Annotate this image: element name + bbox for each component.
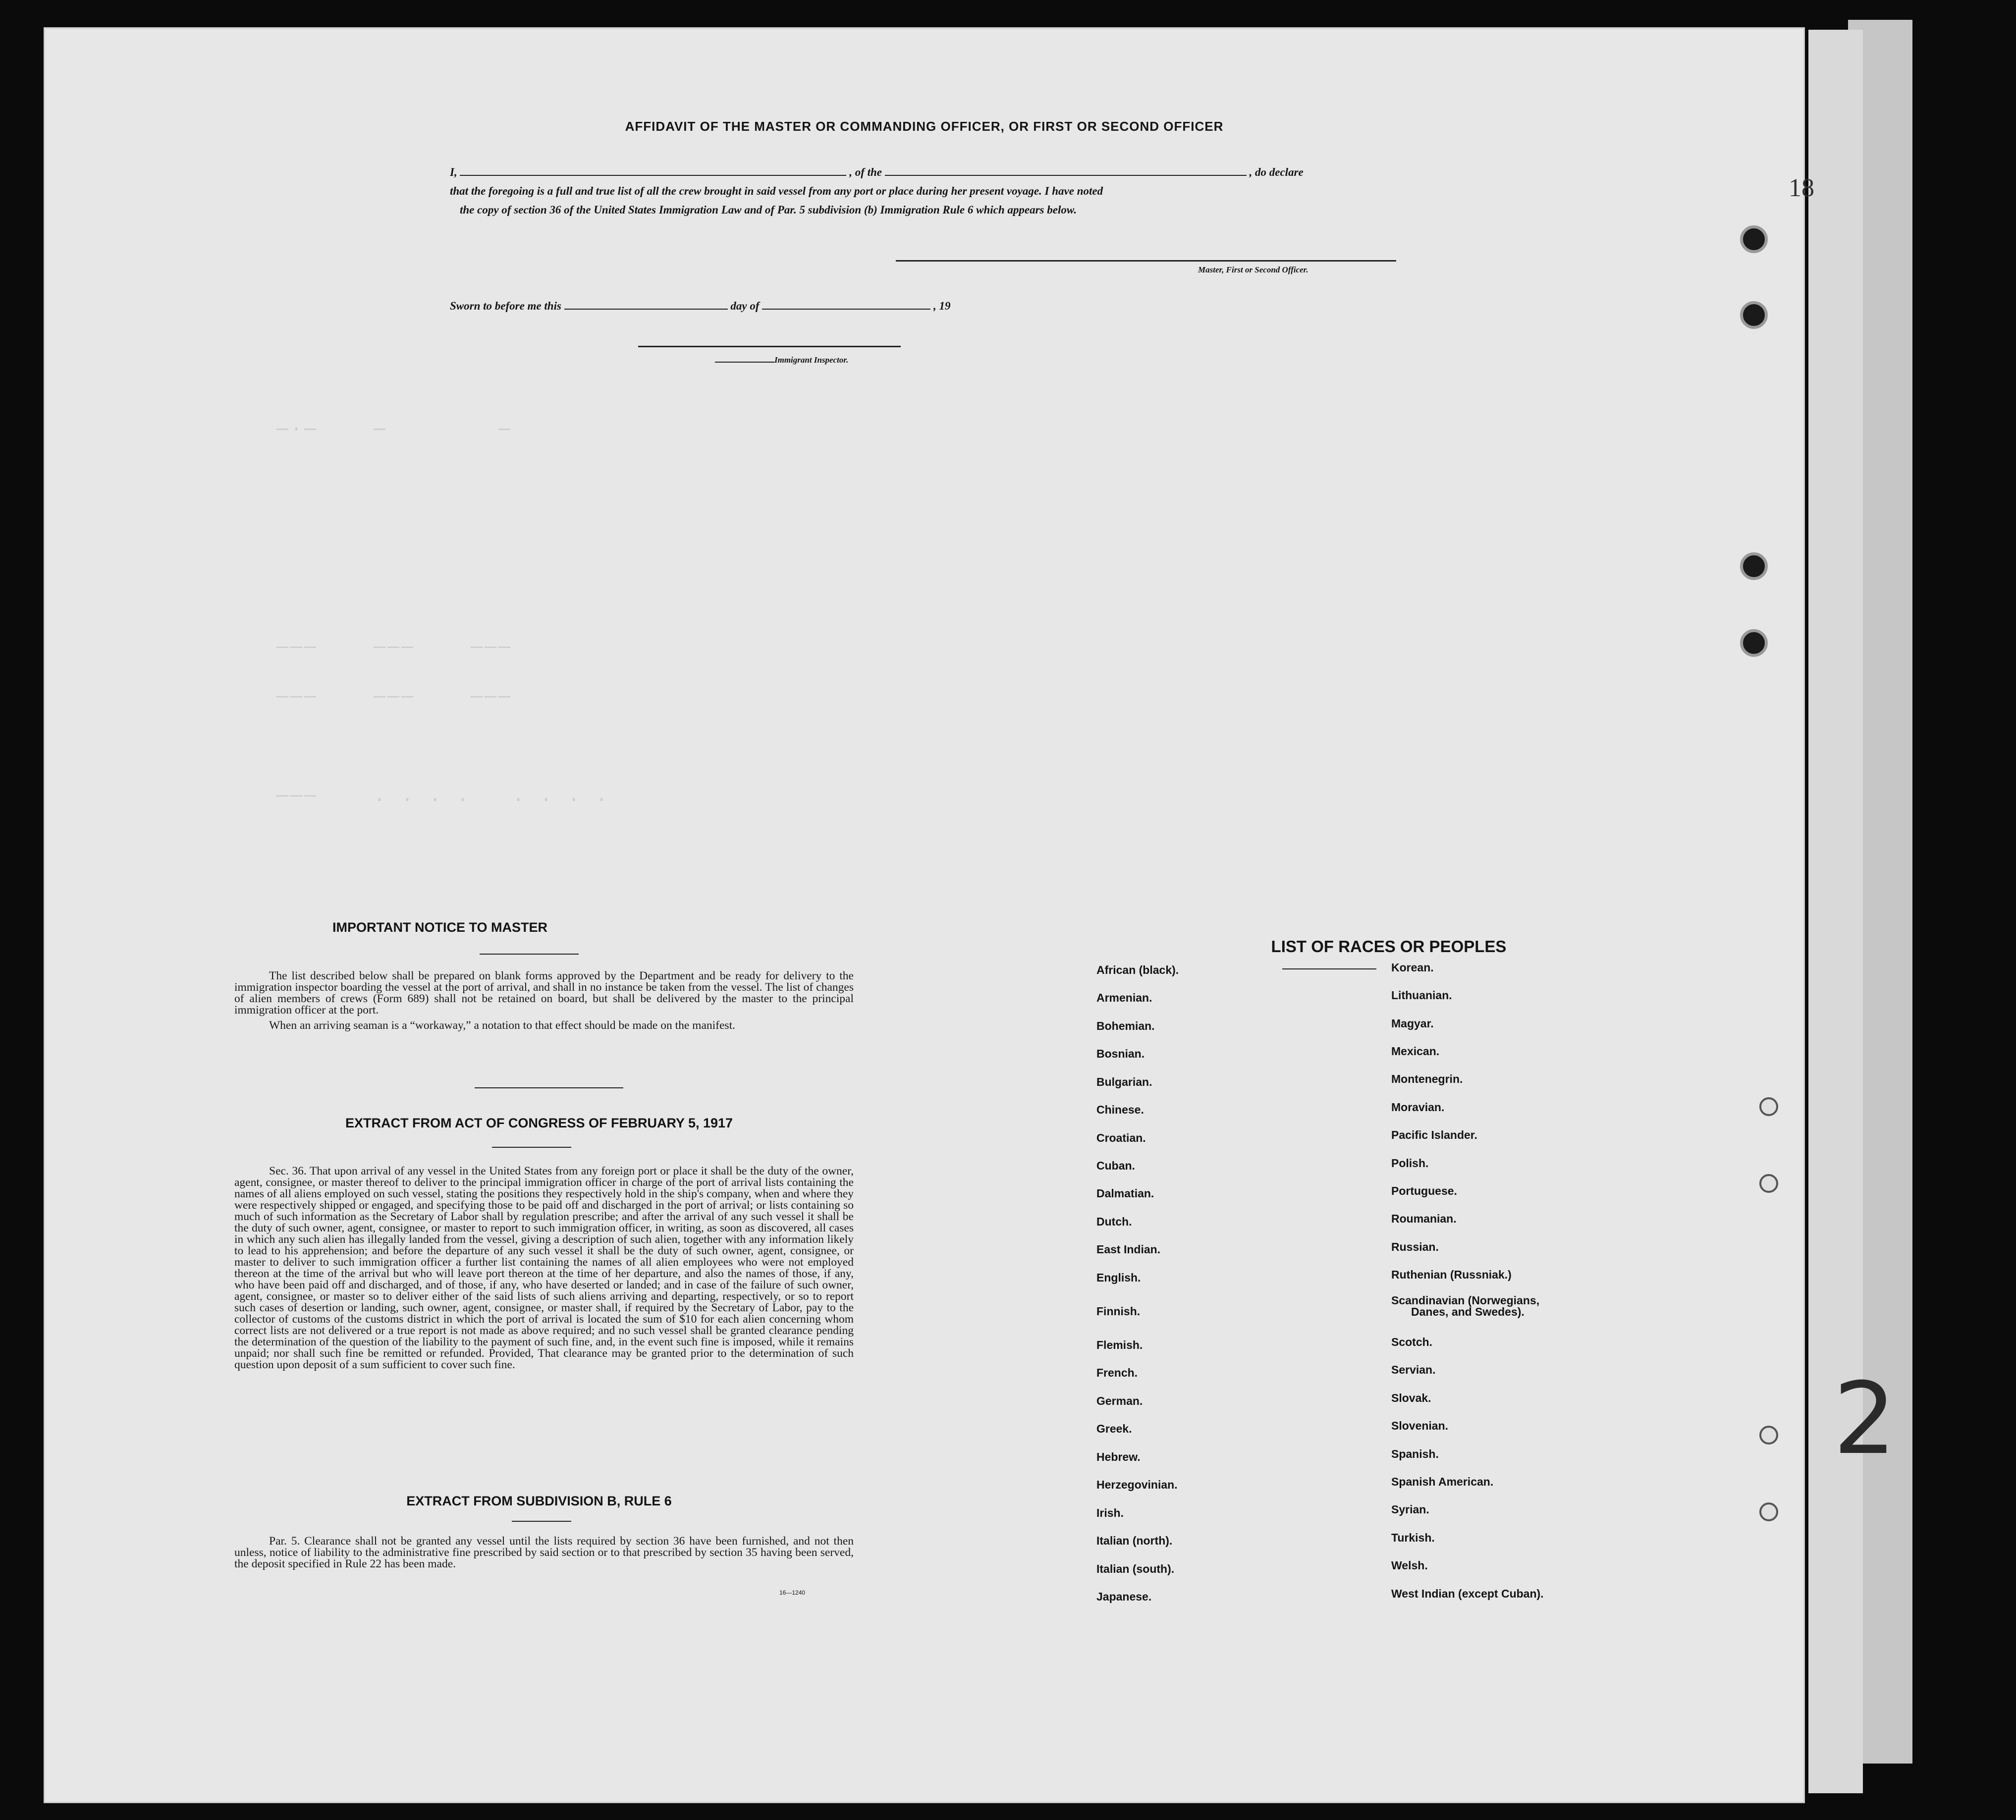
race-right: Welsh.	[1391, 1559, 1428, 1572]
notice-divider	[475, 1087, 623, 1088]
race-right: Turkish.	[1391, 1531, 1435, 1544]
binder-hole	[1759, 1426, 1778, 1445]
master-signature-caption: Master, First or Second Officer.	[1198, 265, 1308, 274]
race-right: Portuguese.	[1391, 1184, 1457, 1197]
race-left: Italian (north).	[1096, 1534, 1173, 1547]
notice-paragraph-2: When an arriving seaman is a “workaway,” a notation to that effect should be made on the manifest.	[269, 1019, 735, 1032]
back-sheet-edge	[1808, 30, 1863, 1793]
binder-hole	[1740, 552, 1768, 580]
race-right: Lithuanian.	[1391, 989, 1452, 1002]
sworn-year: , 19	[933, 300, 951, 312]
race-left: English.	[1096, 1271, 1141, 1284]
race-right: West Indian (except Cuban).	[1391, 1587, 1544, 1600]
pencil-mark: 2	[1833, 1361, 1897, 1477]
affidavit-of-the: , of the	[849, 166, 882, 178]
race-left: Chinese.	[1096, 1103, 1144, 1116]
extract-rule-underline	[512, 1521, 571, 1522]
sworn-day: day of	[730, 300, 760, 312]
race-left: East Indian.	[1096, 1243, 1161, 1256]
binder-hole	[1740, 629, 1768, 657]
race-right: Scandinavian (Norwegians,	[1391, 1294, 1540, 1307]
extract-rule-paragraph: Par. 5. Clearance shall not be granted any vessel until the lists required by section 36 have been furnished, and not then unless, notice of liability to the administrative fine prescribed by said section or to that prescribed by section 35 having been served, the deposit specified in Rule 22 has been made.	[234, 1535, 854, 1570]
affidavit-title: AFFIDAVIT OF THE MASTER OR COMMANDING OFFICER, OR FIRST OR SECOND OFFICER	[625, 119, 1224, 134]
race-right: Ruthenian (Russniak.)	[1391, 1268, 1512, 1281]
race-left: Hebrew.	[1096, 1450, 1141, 1463]
race-left: Herzegovinian.	[1096, 1478, 1178, 1491]
binder-hole	[1740, 301, 1768, 329]
race-right: Syrian.	[1391, 1503, 1429, 1516]
race-left: Irish.	[1096, 1506, 1124, 1519]
race-right: Magyar.	[1391, 1017, 1434, 1030]
notice-text	[234, 970, 854, 1031]
race-right: Servian.	[1391, 1363, 1436, 1376]
extract-act-paragraph: Sec. 36. That upon arrival of any vessel in the United States from any foreign port or place it shall be the duty of the owner, agent, consignee, or master thereof to deliver to the principal immigration officer in charge of the port of arrival lists containing the names of all aliens employed on such vessel, stating the positions they respectively hold in the ship's company, when and where they were respectively shipped or engaged, and specifying those to be paid off and discharged in the port of arrival; or lists containing so much of such information as the Secretary of Labor shall by regulation prescribe; and after the arrival of any such vessel it shall be the duty of such owner, agent, consignee, or master to report to such immigration officer, in writing, as soon as discovered, all cases in which any such alien has illegally landed from the vessel, giving a description of such alien, together with any information likely to lead to his apprehension; and before the departure of any such vessel it shall be the duty of such owner, agent, consignee, or master to deliver to such immigration officer a further list containing the names of all alien employees who were not employed thereon at the time of the arrival but who will leave port thereon at the time of her departure, and also the names of those, if any, who have been paid off and discharged, and of those, if any, who have deserted or landed; and in case of the failure of such owner, agent, consignee, or master so to deliver either of the said lists of such aliens arriving and departing, respectively, or so to report such cases of desertion or landing, such owner, agent, consignee, or master shall, if required by the Secretary of Labor, pay to the collector of customs of the customs district in which the port of arrival is located the sum of $10 for each alien concerning whom correct lists are not delivered or a true report is not made as above required; and no such vessel shall be granted clearance pending the determination of the question of the liability to the payment of such fine, and, in the event such fine is imposed, while it remains unpaid; nor shall such fine be remitted or refunded. Provided, That clearance may be granted prior to the determination of such question upon deposit of a sum sufficient to cover such fine.	[234, 1165, 854, 1371]
inspector-signature-line	[638, 346, 901, 347]
affidavit-line-1	[450, 166, 1431, 179]
binder-hole	[1759, 1502, 1778, 1521]
form-number: 16—1240	[779, 1589, 806, 1596]
race-left: French.	[1096, 1366, 1138, 1379]
inspector-signature-caption	[715, 355, 848, 365]
affidavit-i: I,	[450, 166, 457, 178]
race-left: Cuban.	[1096, 1159, 1135, 1172]
bleed-through-text: —·— — —	[276, 419, 513, 441]
race-left: Dalmatian.	[1096, 1187, 1154, 1200]
binder-hole	[1759, 1174, 1778, 1193]
notice-title: IMPORTANT NOTICE TO MASTER	[332, 920, 547, 935]
race-right: Montenegrin.	[1391, 1072, 1463, 1085]
master-signature-line	[896, 260, 1396, 262]
race-right: Roumanian.	[1391, 1212, 1457, 1225]
affidavit-line-3: the copy of section 36 of the United States Immigration Law and of Par. 5 subdivision (b) Immigration Rule 6 which appears below.	[460, 204, 1077, 216]
race-left: African (black).	[1096, 964, 1179, 976]
bleed-through-text: ——— ——— ———	[276, 637, 513, 659]
race-right: Pacific Islander.	[1391, 1128, 1477, 1141]
race-right: Danes, and Swedes).	[1411, 1305, 1525, 1318]
race-left: Greek.	[1096, 1422, 1132, 1435]
race-left: Dutch.	[1096, 1215, 1132, 1228]
extract-rule-text	[234, 1536, 854, 1570]
race-left: Croatian.	[1096, 1131, 1146, 1144]
affidavit-line-2: that the foregoing is a full and true list of all the crew brought in said vessel from any port or place during her present voyage. I have noted	[450, 185, 1103, 197]
race-left: Bohemian.	[1096, 1019, 1155, 1032]
race-right: Scotch.	[1391, 1336, 1433, 1348]
sworn-prefix: Sworn to before me this	[450, 300, 561, 312]
race-right: Spanish.	[1391, 1447, 1439, 1460]
document-page	[44, 27, 1805, 1803]
sworn-line	[450, 300, 1431, 313]
races-title-underline	[1282, 968, 1376, 969]
binder-hole	[1740, 225, 1768, 253]
race-right: Mexican.	[1391, 1045, 1440, 1058]
extract-rule-title: EXTRACT FROM SUBDIVISION B, RULE 6	[406, 1494, 672, 1508]
extract-act-underline	[492, 1147, 571, 1148]
race-left: Italian (south).	[1096, 1562, 1175, 1575]
race-left: Finnish.	[1096, 1305, 1141, 1318]
extract-act-text	[234, 1166, 854, 1371]
race-right: Korean.	[1391, 961, 1434, 974]
race-right: Polish.	[1391, 1157, 1429, 1170]
race-right: Moravian.	[1391, 1101, 1445, 1114]
race-right: Slovenian.	[1391, 1419, 1449, 1432]
notice-paragraph-1: The list described below shall be prepared on blank forms approved by the Department and be ready for delivery to the immigration inspector boarding the vessel at the port of arrival, and shall in no instance be taken from the vessel. The list of changes of alien members of crews (Form 689) shall not be retained on board, but shall be delivered by the master to the principal immigration officer at the port.	[234, 969, 854, 1017]
races-title: LIST OF RACES OR PEOPLES	[1271, 937, 1507, 956]
race-right: Slovak.	[1391, 1392, 1431, 1404]
page-number: 18	[1789, 174, 1814, 202]
race-left: Bulgarian.	[1096, 1075, 1152, 1088]
bleed-through-text: ——— . . . . . . . .	[276, 785, 610, 807]
extract-act-title: EXTRACT FROM ACT OF CONGRESS OF FEBRUARY 5, 1917	[345, 1116, 733, 1130]
race-left: Armenian.	[1096, 991, 1152, 1004]
race-left: Japanese.	[1096, 1590, 1152, 1603]
race-left: German.	[1096, 1394, 1143, 1407]
bleed-through-text: ——— ——— ———	[276, 686, 513, 708]
binder-hole	[1759, 1097, 1778, 1116]
race-left: Flemish.	[1096, 1338, 1143, 1351]
race-right: Spanish American.	[1391, 1475, 1494, 1488]
notice-title-underline	[480, 954, 579, 955]
race-left: Bosnian.	[1096, 1047, 1145, 1060]
affidavit-declare: , do declare	[1249, 166, 1304, 178]
race-right: Russian.	[1391, 1240, 1439, 1253]
inspector-caption-text: Immigrant Inspector.	[774, 355, 849, 365]
